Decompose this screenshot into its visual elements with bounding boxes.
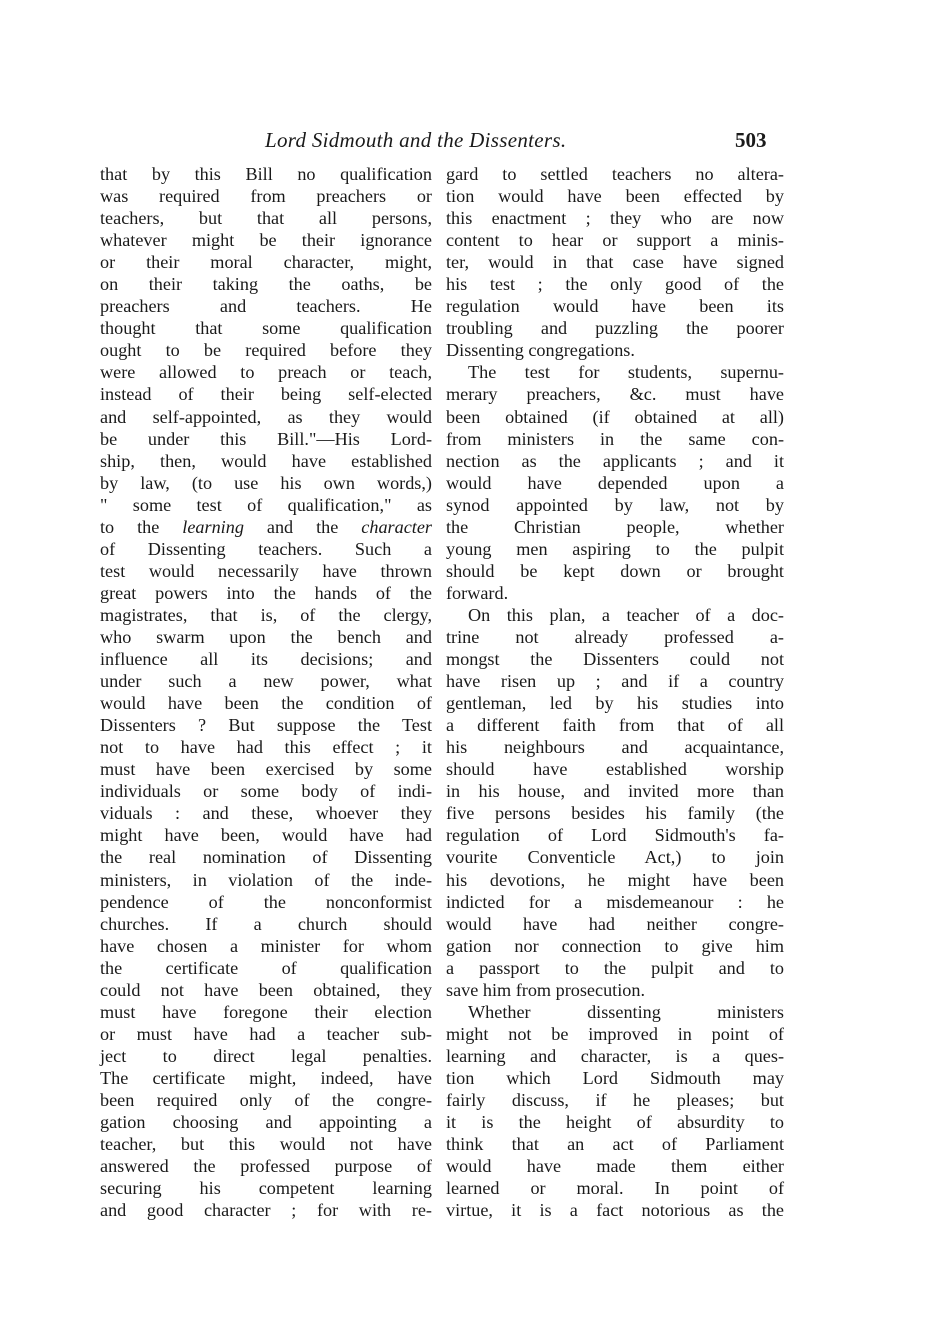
text-line: have risen up ; and if a country — [446, 671, 784, 692]
page-number: 503 — [735, 128, 767, 152]
left-text-column — [100, 163, 432, 1221]
text-line: magistrates, that is, of the clergy, — [100, 604, 432, 625]
text-line: gard to settled teachers no altera- — [446, 164, 784, 184]
text-line: synod appointed by law, not by — [446, 494, 784, 515]
text-line: by law, (to use his own words,) — [100, 472, 432, 493]
text-line: Dissenters ? But suppose the Test — [100, 715, 432, 736]
text-line: would have had neither congre- — [446, 913, 784, 934]
text-line: would have been the condition of — [100, 693, 432, 714]
text-line: virtue, it is a fact notorious as the — [446, 1200, 784, 1221]
text-line: that by this Bill no qualification — [100, 164, 432, 184]
text-line: have chosen a minister for whom — [100, 935, 432, 956]
text-line: his devotions, he might have been — [446, 869, 784, 890]
text-line: gation choosing and appointing a — [100, 1112, 432, 1133]
text-line: thought that some qualification — [100, 318, 432, 339]
text-line: should be kept down or brought — [446, 560, 784, 581]
text-line: merary preachers, &c. must have — [446, 384, 784, 405]
text-line: this enactment ; they who are now — [446, 208, 784, 229]
text-line: content to hear or support a minis- — [446, 230, 784, 251]
text-line: of Dissenting teachers. Such a — [100, 538, 432, 559]
text-line: ject to direct legal penalties. — [100, 1045, 432, 1066]
text-line: ought to be required before they — [100, 340, 432, 361]
text-line: young men aspiring to the pulpit — [446, 538, 784, 559]
text-line: the Christian people, whether — [446, 516, 784, 537]
text-line: been obtained (if obtained at all) — [446, 406, 784, 427]
text-line: be under this Bill."—His Lord- — [100, 428, 432, 449]
text-line: might have been, would have had — [100, 825, 432, 846]
text-line: a passport to the pulpit and to — [446, 957, 784, 978]
text-line: On this plan, a teacher of a doc- — [468, 604, 784, 625]
text-line: to the learning and the character — [100, 516, 432, 537]
text-line: should have established worship — [446, 759, 784, 780]
text-line: regulation of Lord Sidmouth's fa- — [446, 825, 784, 846]
text-line: would have depended upon a — [446, 472, 784, 493]
text-line: teacher, but this would not have — [100, 1134, 432, 1155]
text-line: The certificate might, indeed, have — [100, 1067, 432, 1088]
text-line: troubling and puzzling the poorer — [446, 318, 784, 339]
text-line: viduals : and these, whoever they — [100, 803, 432, 824]
text-line: been required only of the congre- — [100, 1089, 432, 1110]
text-line: in his house, and invited more than — [446, 781, 784, 802]
text-line: think that an act of Parliament — [446, 1134, 784, 1155]
text-line: securing his competent learning — [100, 1178, 432, 1199]
text-line: tion which Lord Sidmouth may — [446, 1067, 784, 1088]
text-line: the real nomination of Dissenting — [100, 847, 432, 868]
text-line: not to have had this effect ; it — [100, 737, 432, 758]
text-line: must have been exercised by some — [100, 759, 432, 780]
text-line: whatever might be their ignorance — [100, 230, 432, 251]
text-line: who swarm upon the bench and — [100, 626, 432, 647]
text-line: the certificate of qualification — [100, 957, 432, 978]
text-line: teachers, but that all persons, — [100, 208, 432, 229]
text-line: " some test of qualification," as — [100, 494, 432, 515]
text-line: learned or moral. In point of — [446, 1178, 784, 1199]
text-line: great powers into the hands of the — [100, 582, 432, 603]
text-line: trine not already professed a- — [446, 626, 784, 647]
text-line: could not have been obtained, they — [100, 979, 432, 1000]
text-line: would have made them either — [446, 1156, 784, 1177]
text-line: learning and character, is a ques- — [446, 1045, 784, 1066]
text-line: were allowed to preach or teach, — [100, 362, 432, 383]
text-line: his neighbours and acquaintance, — [446, 737, 784, 758]
text-line: it is the height of absurdity to — [446, 1112, 784, 1133]
text-line: answered the professed purpose of — [100, 1156, 432, 1177]
text-line: tion would have been effected by — [446, 186, 784, 207]
text-line: or their moral character, might, — [100, 252, 432, 273]
text-line: under such a new power, what — [100, 671, 432, 692]
text-line: on their taking the oaths, be — [100, 274, 432, 295]
text-line: Whether dissenting ministers — [468, 1001, 784, 1022]
text-line: his test ; the only good of the — [446, 274, 784, 295]
text-line: vourite Conventicle Act,) to join — [446, 847, 784, 868]
text-line: regulation would have been its — [446, 296, 784, 317]
text-line: or must have had a teacher sub- — [100, 1023, 432, 1044]
text-line: individuals or some body of indi- — [100, 781, 432, 802]
text-line: preachers and teachers. He — [100, 296, 432, 317]
text-line: ministers, in violation of the inde- — [100, 869, 432, 890]
text-line: ter, would in that case have signed — [446, 252, 784, 273]
running-title: Lord Sidmouth and the Dissenters. — [265, 128, 567, 152]
text-line: forward. — [446, 582, 509, 603]
text-line: gentleman, led by his studies into — [446, 693, 784, 714]
text-line: was required from preachers or — [100, 186, 432, 207]
text-line: gation nor connection to give him — [446, 935, 784, 956]
text-line: churches. If a church should — [100, 913, 432, 934]
text-line: instead of their being self-elected — [100, 384, 432, 405]
text-line: influence all its decisions; and — [100, 649, 432, 670]
text-line: Dissenting congregations. — [446, 340, 635, 361]
text-line: nection as the applicants ; and it — [446, 450, 784, 471]
text-line: five persons besides his family (the — [446, 803, 784, 824]
text-line: and self-appointed, as they would — [100, 406, 432, 427]
text-line: might not be improved in point of — [446, 1023, 784, 1044]
text-line: save him from prosecution. — [446, 979, 646, 1000]
text-line: mongst the Dissenters could not — [446, 649, 784, 670]
text-line: a different faith from that of all — [446, 715, 784, 736]
text-line: The test for students, supernu- — [468, 362, 784, 383]
text-line: test would necessarily have thrown — [100, 560, 432, 581]
text-line: indicted for a misdemeanour : he — [446, 891, 784, 912]
text-line: and good character ; for with re- — [100, 1200, 432, 1221]
text-line: ship, then, would have established — [100, 450, 432, 471]
text-line: pendence of the nonconformist — [100, 891, 432, 912]
right-text-column — [446, 163, 784, 1221]
text-line: fairly discuss, if he pleases; but — [446, 1089, 784, 1110]
text-line: must have foregone their election — [100, 1001, 432, 1022]
text-line: from ministers in the same con- — [446, 428, 784, 449]
